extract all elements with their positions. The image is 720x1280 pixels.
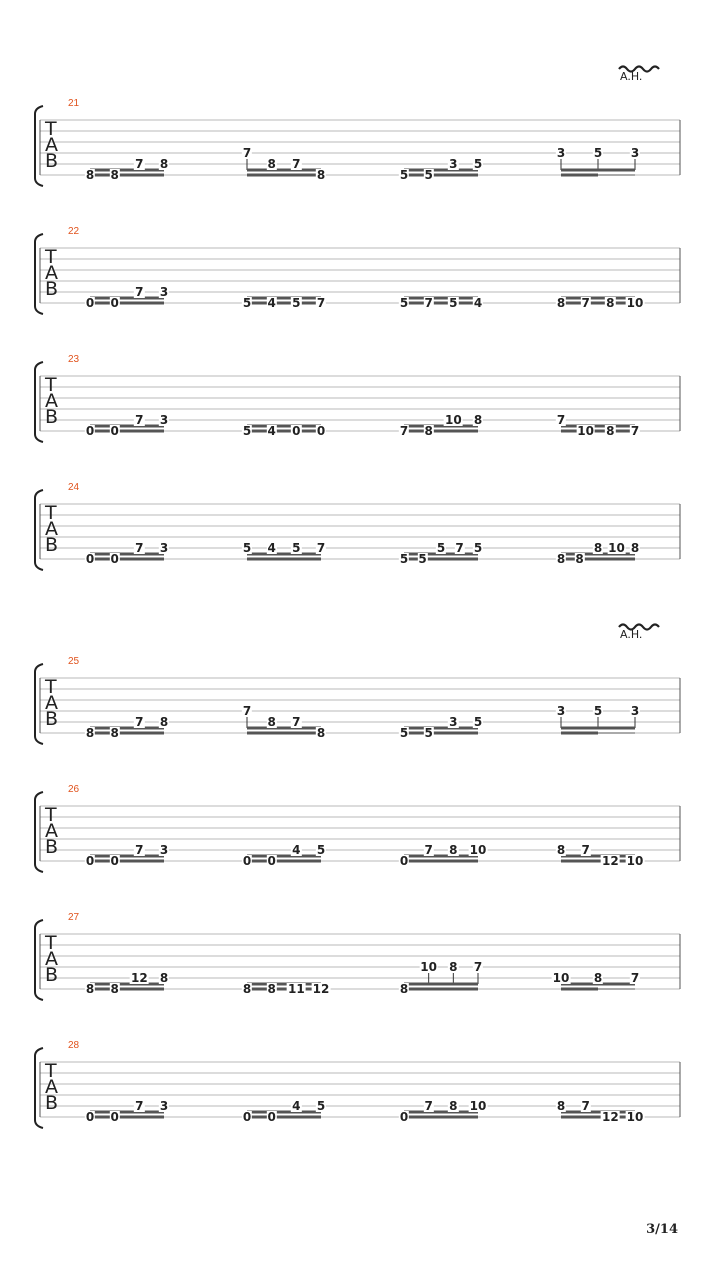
fret-number: 12 (130, 971, 148, 985)
measure-number: 27 (68, 912, 80, 923)
fret-number: 8 (473, 413, 483, 427)
fret-number: 10 (577, 424, 595, 438)
fret-number: 3 (556, 704, 566, 718)
staff-bracket (35, 920, 43, 1000)
fret-number: 4 (292, 1099, 301, 1113)
tab-staff (0, 228, 720, 358)
fret-number: 7 (581, 296, 590, 310)
fret-number: 0 (110, 1110, 119, 1124)
fret-number: 8 (85, 168, 95, 182)
fret-number: 7 (135, 285, 144, 299)
fret-number: 0 (292, 424, 301, 438)
fret-number: 5 (424, 726, 433, 740)
tab-clef-letter: T (45, 118, 57, 140)
fret-number: 8 (85, 982, 95, 996)
fret-number: 10 (444, 413, 462, 427)
measure-number: 21 (68, 98, 80, 109)
fret-number: 5 (473, 541, 483, 555)
fret-number: 7 (630, 424, 640, 438)
fret-number: 8 (316, 168, 326, 182)
fret-number: 0 (399, 1110, 409, 1124)
fret-number: 5 (399, 726, 409, 740)
fret-number: 5 (399, 168, 409, 182)
fret-number: 0 (110, 296, 119, 310)
measure-number: 25 (68, 656, 80, 667)
fret-number: 11 (287, 982, 305, 996)
fret-number: 0 (85, 296, 95, 310)
fret-number: 5 (399, 296, 409, 310)
fret-number: 7 (135, 843, 144, 857)
tab-clef-letter: T (45, 374, 57, 396)
fret-number: 3 (630, 704, 640, 718)
tab-clef-letter: B (45, 836, 59, 858)
staff-bracket (35, 106, 43, 186)
fret-number: 3 (159, 285, 169, 299)
fret-number: 0 (85, 552, 95, 566)
fret-number: 0 (110, 854, 119, 868)
fret-number: 0 (242, 854, 252, 868)
fret-number: 0 (85, 854, 95, 868)
fret-number: 7 (581, 1099, 590, 1113)
fret-number: 8 (424, 424, 433, 438)
fret-number: 5 (242, 296, 252, 310)
fret-number: 8 (556, 1099, 566, 1113)
tab-clef-letter: T (45, 804, 57, 826)
staff-graphics (0, 228, 720, 358)
vibrato-wave-icon (618, 621, 662, 631)
tab-staff (0, 786, 720, 916)
tab-clef-letter: T (45, 676, 57, 698)
fret-number: 8 (606, 296, 615, 310)
fret-number: 3 (449, 157, 458, 171)
fret-number: 8 (575, 552, 584, 566)
tab-clef-letter: A (45, 262, 58, 284)
fret-number: 5 (473, 157, 483, 171)
fret-number: 3 (449, 715, 458, 729)
fret-number: 7 (292, 157, 301, 171)
fret-number: 5 (449, 296, 458, 310)
staff-bracket (35, 1048, 43, 1128)
fret-number: 7 (135, 1099, 144, 1113)
fret-number: 8 (242, 982, 252, 996)
fret-number: 8 (267, 982, 276, 996)
fret-number: 5 (242, 424, 252, 438)
tab-clef-letter: B (45, 964, 59, 986)
tab-clef-letter: T (45, 502, 57, 524)
fret-number: 12 (601, 1110, 619, 1124)
tab-staff (0, 484, 720, 614)
staff-graphics (0, 1042, 720, 1172)
page-number: 3/14 (646, 1222, 678, 1237)
tab-staff (0, 356, 720, 486)
tab-clef-letter: A (45, 948, 58, 970)
fret-number: 0 (110, 424, 119, 438)
fret-number: 8 (449, 1099, 458, 1113)
fret-number: 8 (593, 971, 603, 985)
tab-clef-letter: B (45, 406, 59, 428)
fret-number: 10 (626, 1110, 644, 1124)
fret-number: 8 (399, 982, 409, 996)
fret-number: 5 (316, 1099, 326, 1113)
fret-number: 7 (292, 715, 301, 729)
fret-number: 3 (159, 1099, 169, 1113)
fret-number: 0 (110, 552, 119, 566)
fret-number: 7 (316, 541, 326, 555)
fret-number: 7 (424, 1099, 433, 1113)
staff-graphics (0, 100, 720, 230)
tab-clef-letter: A (45, 1076, 58, 1098)
fret-number: 10 (626, 296, 644, 310)
fret-number: 4 (292, 843, 301, 857)
fret-number: 8 (593, 541, 603, 555)
fret-number: 8 (449, 960, 458, 974)
fret-number: 7 (316, 296, 326, 310)
fret-number: 8 (630, 541, 640, 555)
fret-number: 8 (159, 715, 169, 729)
fret-number: 5 (292, 541, 301, 555)
fret-number: 0 (399, 854, 409, 868)
fret-number: 0 (267, 1110, 276, 1124)
fret-number: 0 (85, 424, 95, 438)
fret-number: 10 (469, 843, 487, 857)
harmonic-label: A.H. (620, 628, 643, 641)
fret-number: 3 (159, 413, 169, 427)
vibrato-wave-icon (618, 63, 662, 73)
artificial-harmonic-mark (620, 70, 642, 83)
staff-bracket (35, 664, 43, 744)
fret-number: 10 (626, 854, 644, 868)
fret-number: 5 (424, 168, 433, 182)
fret-number: 8 (85, 726, 95, 740)
measure-number: 26 (68, 784, 80, 795)
fret-number: 7 (135, 715, 144, 729)
fret-number: 4 (267, 541, 276, 555)
tab-clef-letter: A (45, 134, 58, 156)
tab-clef-letter: B (45, 534, 59, 556)
tab-clef-letter: A (45, 518, 58, 540)
fret-number: 5 (473, 715, 483, 729)
fret-number: 8 (556, 843, 566, 857)
fret-number: 8 (110, 726, 119, 740)
fret-number: 8 (267, 157, 276, 171)
fret-number: 8 (110, 168, 119, 182)
staff-graphics (0, 658, 720, 788)
fret-number: 8 (159, 971, 169, 985)
fret-number: 10 (608, 541, 625, 555)
fret-number: 3 (556, 146, 566, 160)
fret-number: 0 (316, 424, 326, 438)
measure-number: 22 (68, 226, 80, 237)
staff-bracket (35, 490, 43, 570)
fret-number: 7 (424, 843, 433, 857)
fret-number: 5 (399, 552, 409, 566)
fret-number: 8 (449, 843, 458, 857)
tab-clef-letter: T (45, 932, 57, 954)
fret-number: 8 (556, 296, 566, 310)
fret-number: 8 (159, 157, 169, 171)
measure-number: 23 (68, 354, 80, 365)
tab-clef-letter: B (45, 278, 59, 300)
staff-bracket (35, 362, 43, 442)
fret-number: 0 (85, 1110, 95, 1124)
fret-number: 3 (159, 843, 169, 857)
harmonic-label: A.H. (620, 70, 643, 83)
tab-staff (0, 1042, 720, 1172)
fret-number: 10 (420, 960, 438, 974)
fret-number: 7 (473, 960, 483, 974)
artificial-harmonic-mark (620, 628, 642, 641)
staff-graphics (0, 786, 720, 916)
tab-staff (0, 100, 720, 230)
fret-number: 8 (267, 715, 276, 729)
fret-number: 7 (242, 146, 252, 160)
fret-number: 8 (606, 424, 615, 438)
fret-number: 3 (630, 146, 640, 160)
staff-bracket (35, 234, 43, 314)
tab-staff (0, 914, 720, 1044)
fret-number: 12 (312, 982, 330, 996)
staff-graphics (0, 356, 720, 486)
fret-number: 12 (601, 854, 619, 868)
tab-clef-letter: A (45, 390, 58, 412)
staff-bracket (35, 792, 43, 872)
fret-number: 7 (135, 157, 144, 171)
fret-number: 7 (399, 424, 409, 438)
tab-clef-letter: T (45, 246, 57, 268)
fret-number: 5 (316, 843, 326, 857)
tab-clef-letter: A (45, 692, 58, 714)
fret-number: 5 (593, 704, 603, 718)
fret-number: 4 (267, 424, 276, 438)
fret-number: 7 (556, 413, 566, 427)
staff-graphics (0, 914, 720, 1044)
fret-number: 5 (418, 552, 427, 566)
tab-clef-letter: B (45, 1092, 59, 1114)
fret-number: 5 (436, 541, 446, 555)
tab-clef-letter: B (45, 708, 59, 730)
fret-number: 4 (267, 296, 276, 310)
fret-number: 0 (267, 854, 276, 868)
fret-number: 10 (552, 971, 570, 985)
fret-number: 7 (135, 541, 144, 555)
fret-number: 7 (242, 704, 252, 718)
fret-number: 7 (455, 541, 464, 555)
measure-number: 24 (68, 482, 80, 493)
fret-number: 10 (469, 1099, 487, 1113)
fret-number: 7 (424, 296, 433, 310)
tab-clef-letter: A (45, 820, 58, 842)
fret-number: 4 (473, 296, 483, 310)
fret-number: 8 (110, 982, 119, 996)
tab-clef-letter: T (45, 1060, 57, 1082)
fret-number: 0 (242, 1110, 252, 1124)
fret-number: 7 (135, 413, 144, 427)
fret-number: 7 (630, 971, 640, 985)
fret-number: 7 (581, 843, 590, 857)
fret-number: 5 (292, 296, 301, 310)
fret-number: 3 (159, 541, 169, 555)
fret-number: 5 (242, 541, 252, 555)
fret-number: 8 (316, 726, 326, 740)
tab-clef-letter: B (45, 150, 59, 172)
measure-number: 28 (68, 1040, 80, 1051)
fret-number: 5 (593, 146, 603, 160)
tab-staff (0, 658, 720, 788)
fret-number: 8 (556, 552, 566, 566)
